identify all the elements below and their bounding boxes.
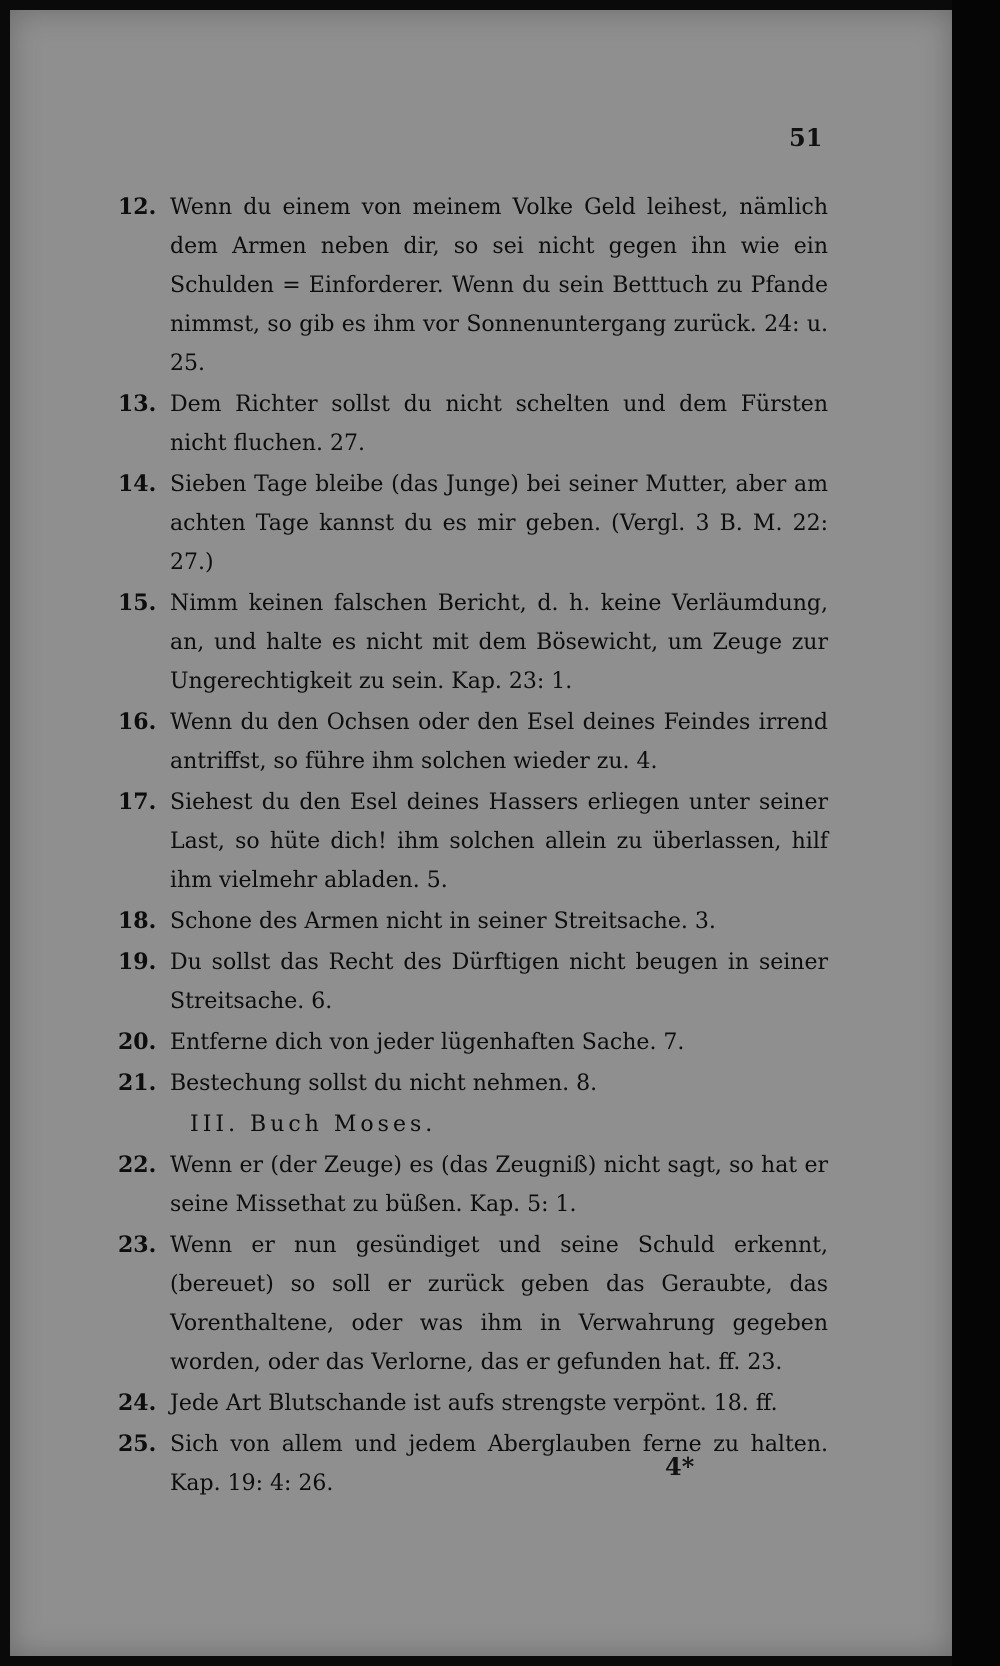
entry-number: 18. xyxy=(118,908,157,934)
entry-number: 19. xyxy=(118,949,157,975)
entry-number: 22. xyxy=(118,1152,157,1178)
list-item xyxy=(118,1146,828,1224)
list-item xyxy=(118,1226,828,1382)
list-item xyxy=(118,1425,828,1503)
entry-text: Sieben Tage bleibe (das Junge) bei seiner Mutter, aber am achten Tage kannst du es mir geben. (Vergl. 3 B. M. 22: 27.) xyxy=(170,472,828,575)
entry-number: 25. xyxy=(118,1431,157,1457)
entry-text: Entferne dich von jeder lügenhaften Sache. 7. xyxy=(170,1030,685,1055)
list-item xyxy=(118,703,828,781)
list-item xyxy=(118,783,828,900)
entry-text: Siehest du den Esel deines Hassers erliegen unter seiner Last, so hüte dich! ihm solchen allein zu überlassen, hilf ihm vielmehr abladen. 5. xyxy=(170,790,828,893)
book-page xyxy=(10,10,952,1656)
entry-number: 15. xyxy=(118,590,157,616)
entry-text: Nimm keinen falschen Bericht, d. h. keine Verläumdung, an, und halte es nicht mit dem Bösewicht, um Zeuge zur Ungerechtigkeit zu sein. Kap. 23: 1. xyxy=(170,591,828,694)
entry-number: 23. xyxy=(118,1232,157,1258)
entry-text: Du sollst das Recht des Dürftigen nicht beugen in seiner Streitsache. 6. xyxy=(170,950,828,1014)
entry-number: 20. xyxy=(118,1029,157,1055)
entry-number: 13. xyxy=(118,391,157,417)
list-item xyxy=(118,1384,828,1423)
list-item xyxy=(118,943,828,1021)
entry-text: Wenn er nun gesündiget und seine Schuld erkennt, (bereuet) so soll er zurück geben das Geraubte, das Vorenthaltene, oder was ihm in Verwahrung gegeben worden, oder das Verlorne, das er gefunden hat. ff. 23. xyxy=(170,1233,828,1375)
entry-text: Wenn du den Ochsen oder den Esel deines Feindes irrend antriffst, so führe ihm solchen wieder zu. 4. xyxy=(170,710,828,774)
list-item xyxy=(118,1064,828,1103)
entry-text: Bestechung sollst du nicht nehmen. 8. xyxy=(170,1071,598,1096)
entry-text: Jede Art Blutschande ist aufs strengste verpönt. 18. ff. xyxy=(170,1391,778,1416)
list-item xyxy=(118,584,828,701)
page-number: 51 xyxy=(789,123,823,152)
entry-text: Schone des Armen nicht in seiner Streitsache. 3. xyxy=(170,909,716,934)
list-item xyxy=(118,188,828,383)
entry-number: 14. xyxy=(118,471,157,497)
scan-border xyxy=(952,0,1000,1666)
entry-list xyxy=(118,188,828,1505)
entry-text: Wenn du einem von meinem Volke Geld leihest, nämlich dem Armen neben dir, so sei nicht gegen ihn wie ein Schulden = Einforderer. Wenn du sein Betttuch zu Pfande nimmst, so gib es ihm vor Sonnenuntergang zurück. 24: u. 25. xyxy=(170,195,828,376)
signature-mark: 4* xyxy=(665,1452,695,1481)
entry-number: 16. xyxy=(118,709,157,735)
list-item xyxy=(118,1023,828,1062)
list-item xyxy=(118,465,828,582)
entry-number: 21. xyxy=(118,1070,157,1096)
entry-text: Dem Richter sollst du nicht schelten und dem Fürsten nicht fluchen. 27. xyxy=(170,392,828,456)
entry-number: 17. xyxy=(118,789,157,815)
list-item xyxy=(118,385,828,463)
entry-number: 12. xyxy=(118,194,157,220)
entry-number: 24. xyxy=(118,1390,157,1416)
entry-text: Sich von allem und jedem Aberglauben ferne zu halten. Kap. 19: 4: 26. xyxy=(170,1432,828,1496)
list-item xyxy=(118,902,828,941)
book-heading: III. Buch Moses. xyxy=(190,1112,437,1137)
entry-text: Wenn er (der Zeuge) es (das Zeugniß) nicht sagt, so hat er seine Missethat zu büßen. Kap. 5: 1. xyxy=(170,1153,828,1217)
